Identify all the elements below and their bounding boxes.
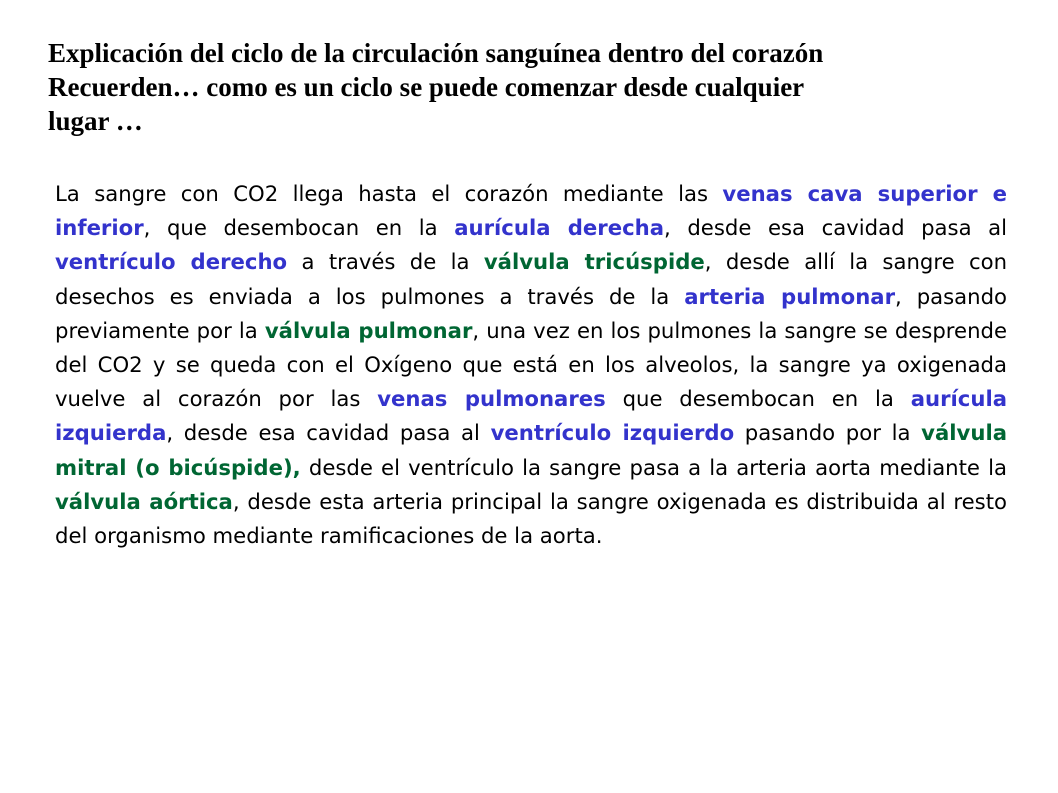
title-line-3: lugar … <box>48 106 143 136</box>
term-ventriculo-derecho: ventrículo derecho <box>55 249 288 275</box>
term-auricula-derecha: aurícula derecha <box>454 215 665 241</box>
title-line-1: Explicación del ciclo de la circulación sanguínea dentro del corazón <box>48 38 824 68</box>
text-segment: , desde allí la sangre con desechos es enviada a los pulmones a través de la <box>55 249 1007 309</box>
term-valvula-tricuspide: válvula tricúspide <box>483 249 705 275</box>
text-segment: , desde esa cavidad pasa al <box>166 420 491 446</box>
term-valvula-aortica: válvula aórtica <box>55 488 233 514</box>
text-segment: , que desembocan en la <box>143 215 455 241</box>
term-valvula-mitral: válvula mitral (o bicúspide), <box>55 420 1007 480</box>
term-auricula-izquierda: aurícula izquierda <box>55 386 1008 446</box>
term-venas-pulmonares: venas pulmonares <box>377 386 606 412</box>
title-line-2: Recuerden… como es un ciclo se puede comenzar desde cualquier <box>48 72 805 102</box>
term-venas-cava: venas cava superior e inferior <box>55 181 1007 241</box>
explanation-paragraph <box>55 177 1007 553</box>
text-segment: pasando por la <box>734 420 922 446</box>
text-segment: a través de la <box>287 249 484 275</box>
text-segment: que desembocan en la <box>605 386 911 412</box>
text-segment: desde el ventrículo la sangre pasa a la arteria aorta mediante la <box>300 454 1007 480</box>
term-arteria-pulmonar: arteria pulmonar <box>684 283 896 309</box>
text-segment: , desde esa cavidad pasa al <box>664 215 1008 241</box>
text-segment: , desde esta arteria principal la sangre oxigenada es distribuida al resto del organismo mediante ramificaciones de la aorta. <box>55 488 1007 549</box>
term-valvula-pulmonar: válvula pulmonar <box>264 317 473 343</box>
text-segment: , pasando previamente por la <box>55 283 1008 343</box>
text-segment: , una vez en los pulmones la sangre se desprende del CO2 y se queda con el Oxígeno que está en los alveolos, la sangre ya oxigenada vuelve al corazón por las <box>55 317 1007 412</box>
term-ventriculo-izquierdo: ventrículo izquierdo <box>490 420 735 446</box>
slide-title <box>48 36 1008 138</box>
text-segment: La sangre con CO2 llega hasta el corazón mediante las <box>55 181 723 206</box>
